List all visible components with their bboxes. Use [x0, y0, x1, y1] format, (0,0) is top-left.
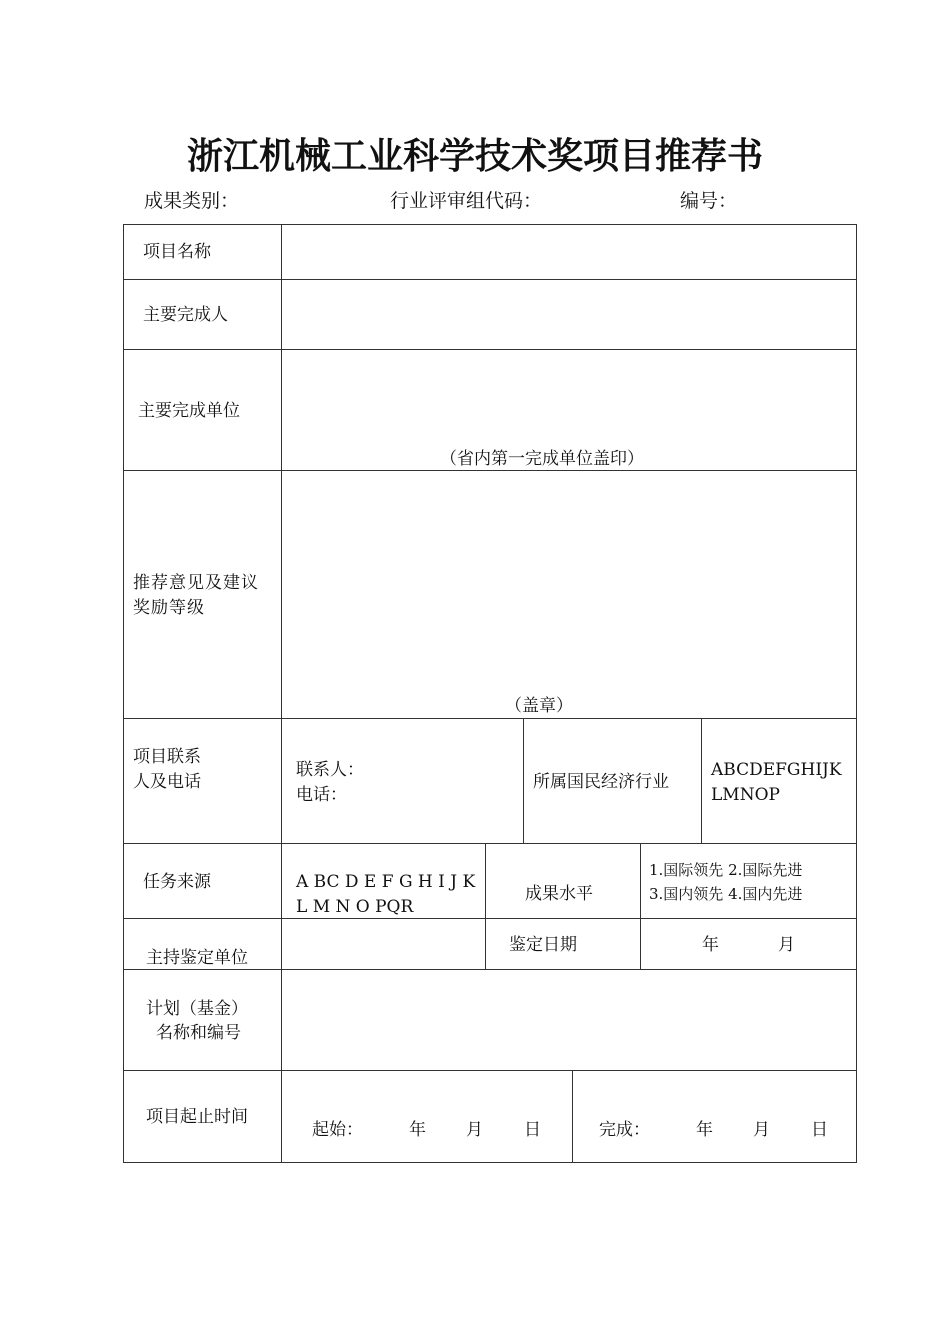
seal-note: （盖章） [505, 696, 573, 716]
start-day-label: 日 [524, 1120, 541, 1140]
phone-label: 电话： [296, 785, 347, 805]
appraisal-unit-label: 主持鉴定单位 [146, 948, 248, 968]
start-month-label: 月 [466, 1120, 483, 1140]
first-unit-seal-note: （省内第一完成单位盖印） [440, 449, 644, 469]
serial-number-label: 编号： [680, 190, 738, 212]
category-label: 成果类别： [144, 190, 240, 212]
finish-day-label: 日 [811, 1120, 828, 1140]
plan-field[interactable] [284, 972, 854, 1067]
row-divider [123, 843, 857, 844]
column-divider [701, 718, 702, 843]
appraisal-date-label: 鉴定日期 [509, 935, 577, 955]
finish-label: 完成： [599, 1120, 650, 1140]
main-people-label: 主要完成人 [143, 305, 228, 325]
column-divider [523, 718, 524, 843]
main-people-field[interactable] [284, 282, 854, 346]
industry-label: 所属国民经济行业 [533, 772, 669, 792]
industry-code-label: 行业评审组代码： [390, 190, 543, 212]
column-divider [281, 224, 282, 1163]
contact-label: 项目联系人及电话 [133, 747, 201, 792]
plan-label-line-1: 计划（基金） [146, 999, 248, 1019]
task-source-label: 任务来源 [143, 872, 211, 892]
row-divider [123, 918, 857, 919]
task-source-codes: A BC D E F G H I J K L M N O PQR [296, 872, 476, 917]
main-units-field[interactable] [284, 352, 854, 442]
level-options-line-1: 1.国际领先 2.国际先进 [649, 861, 803, 879]
level-options-line-2: 3.国内领先 4.国内先进 [649, 885, 803, 903]
start-label: 起始： [312, 1120, 363, 1140]
finish-year-label: 年 [696, 1120, 713, 1140]
project-name-label: 项目名称 [143, 242, 211, 262]
start-year-label: 年 [409, 1120, 426, 1140]
plan-label-line-2: 名称和编号 [156, 1023, 241, 1043]
recommendation-field[interactable] [284, 473, 854, 688]
column-divider [485, 843, 486, 969]
level-label: 成果水平 [525, 884, 593, 904]
appraisal-unit-field[interactable] [284, 921, 483, 967]
finish-month-label: 月 [753, 1120, 770, 1140]
project-name-field[interactable] [284, 226, 854, 276]
appraisal-year-label: 年 [702, 935, 719, 955]
row-divider [123, 349, 857, 350]
row-divider [123, 1070, 857, 1071]
contact-person-label: 联系人： [296, 760, 364, 780]
appraisal-month-label: 月 [778, 935, 795, 955]
main-units-label: 主要完成单位 [138, 401, 240, 421]
column-divider [640, 843, 641, 969]
industry-codes: ABCDEFGHIJKLMNOP [711, 760, 842, 805]
page-title: 浙江机械工业科学技术奖项目推荐书 [186, 136, 763, 177]
column-divider [572, 1070, 573, 1163]
recommendation-label: 推荐意见及建议奖励等级 [133, 573, 259, 618]
period-label: 项目起止时间 [146, 1107, 248, 1127]
row-divider [123, 718, 857, 719]
row-divider [123, 279, 857, 280]
